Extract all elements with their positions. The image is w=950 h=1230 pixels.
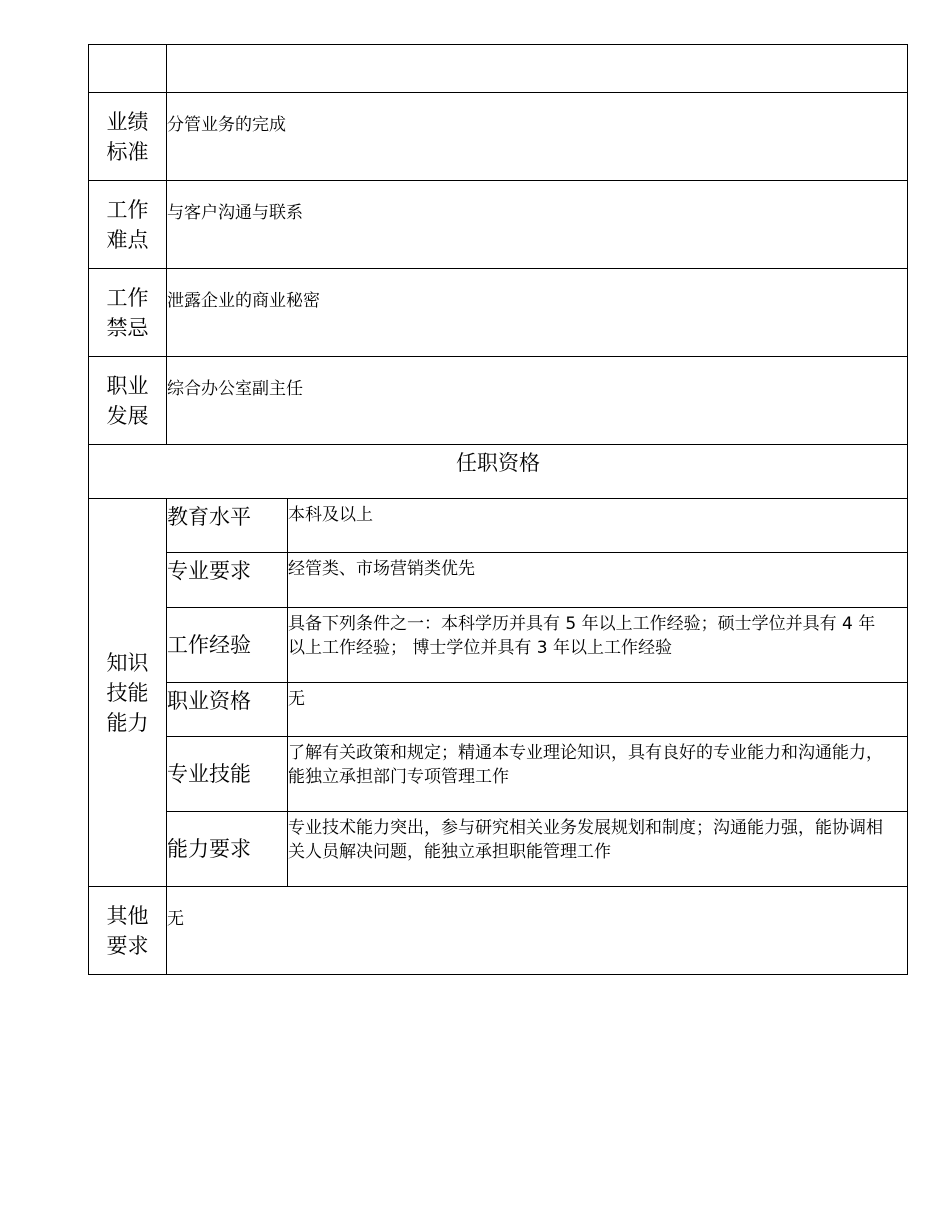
job-description-table	[88, 44, 908, 975]
other-value: 无	[167, 887, 908, 975]
difficulty-label: 工作 难点	[89, 181, 167, 269]
qualification-title: 任职资格	[89, 445, 908, 499]
qual-value-education: 本科及以上	[288, 499, 908, 553]
qual-value-certificate: 无	[288, 683, 908, 737]
qualification-title-row	[89, 445, 908, 499]
difficulty-value: 与客户沟通与联系	[167, 181, 908, 269]
performance-value: 分管业务的完成	[167, 93, 908, 181]
career-label: 职业 发展	[89, 357, 167, 445]
career-value: 综合办公室副主任	[167, 357, 908, 445]
qual-label-skill: 专业技能	[167, 737, 288, 812]
qual-value-major: 经管类、市场营销类优先	[288, 553, 908, 608]
qual-value-ability: 专业技术能力突出，参与研究相关业务发展规划和制度；沟通能力强，能协调相关人员解决问题，能独立承担职能管理工作	[288, 812, 908, 887]
qual-row-skill	[89, 737, 908, 812]
qual-label-education: 教育水平	[167, 499, 288, 553]
top-blank-value	[167, 45, 908, 93]
top-blank-label	[89, 45, 167, 93]
top-blank-row	[89, 45, 908, 93]
qual-row-major	[89, 553, 908, 608]
taboo-value: 泄露企业的商业秘密	[167, 269, 908, 357]
qual-row-experience	[89, 608, 908, 683]
performance-row	[89, 93, 908, 181]
taboo-label: 工作 禁忌	[89, 269, 167, 357]
qual-label-certificate: 职业资格	[167, 683, 288, 737]
qual-value-skill: 了解有关政策和规定；精通本专业理论知识，具有良好的专业能力和沟通能力，能独立承担部门专项管理工作	[288, 737, 908, 812]
qual-row-certificate	[89, 683, 908, 737]
qual-label-major: 专业要求	[167, 553, 288, 608]
taboo-row	[89, 269, 908, 357]
qual-row-ability	[89, 812, 908, 887]
knowledge-skill-ability-label: 知识 技能 能力	[89, 499, 167, 887]
qual-value-experience: 具备下列条件之一：本科学历并具有 5 年以上工作经验；硕士学位并具有 4 年以上工作经验； 博士学位并具有 3 年以上工作经验	[288, 608, 908, 683]
difficulty-row	[89, 181, 908, 269]
performance-label: 业绩 标准	[89, 93, 167, 181]
career-row	[89, 357, 908, 445]
other-label: 其他 要求	[89, 887, 167, 975]
qual-label-experience: 工作经验	[167, 608, 288, 683]
other-row	[89, 887, 908, 975]
qual-label-ability: 能力要求	[167, 812, 288, 887]
qual-row-education	[89, 499, 908, 553]
